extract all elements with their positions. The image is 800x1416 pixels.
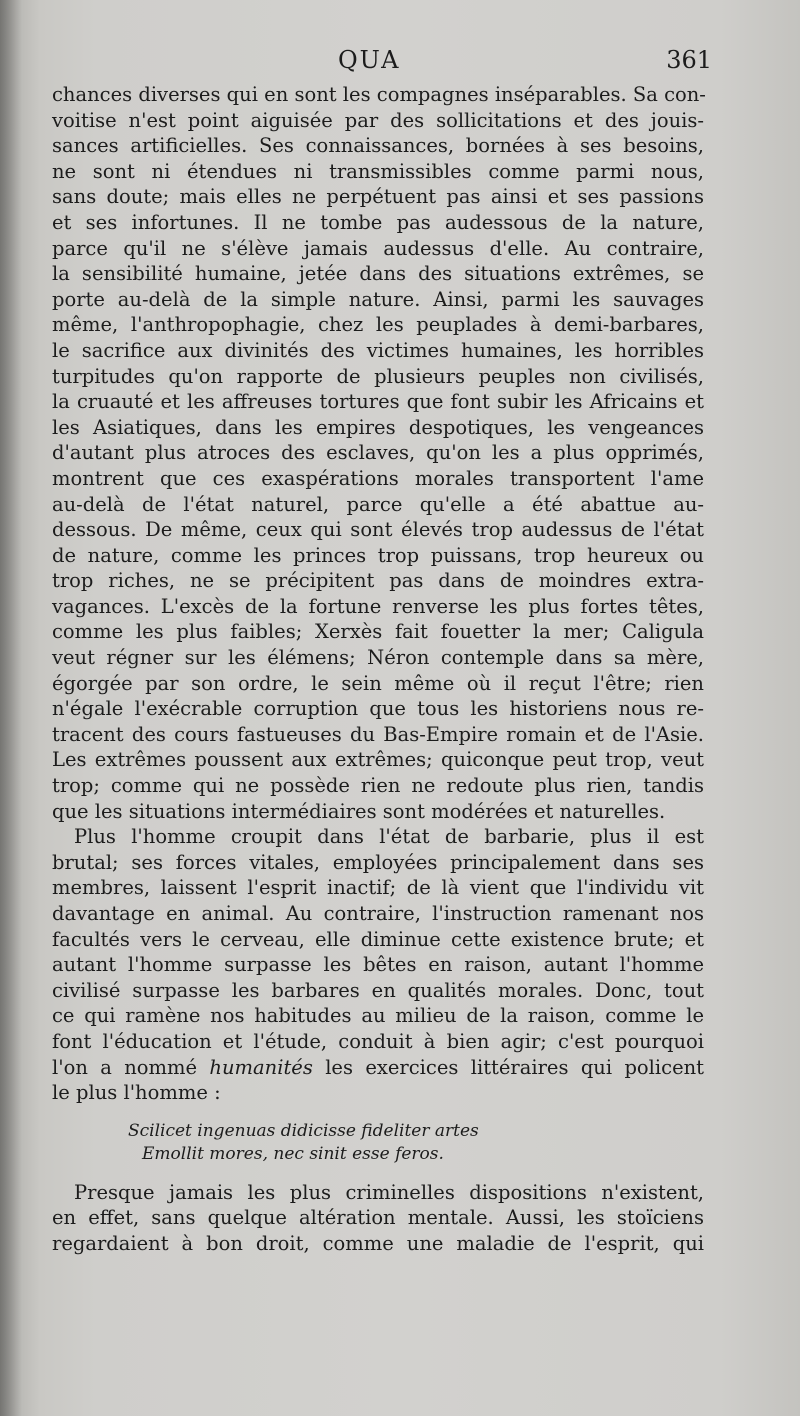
text-line: ce qui ramène nos habitudes au milieu de la raison, comme le	[52, 1004, 704, 1028]
text-line: trop; comme qui ne possède rien ne redoute plus rien, tandis	[52, 774, 704, 798]
verse-line: Emollit mores, nec sinit esse feros.	[142, 1143, 444, 1164]
text-line: égorgée par son ordre, le sein même où il reçut l'être; rien	[52, 671, 704, 695]
text-line: la sensibilité humaine, jetée dans des situations extrêmes, se	[52, 262, 704, 286]
text-line: voitise n'est point aiguisée par des sollicitations et des jouis-	[52, 108, 704, 132]
text-line: parce qu'il ne s'élève jamais audessus d'elle. Au contraire,	[52, 236, 704, 260]
text-line: facultés vers le cerveau, elle diminue cette existence brute; et	[52, 927, 704, 951]
text-line: d'autant plus atroces des esclaves, qu'on les a plus opprimés,	[52, 441, 704, 465]
verse-line: Scilicet ingenuas didicisse fideliter artes	[128, 1120, 479, 1141]
text-line: que les situations intermédiaires sont modérées et naturelles.	[52, 799, 666, 823]
text-line: le sacrifice aux divinités des victimes humaines, les horribles	[52, 338, 704, 362]
text-line: vagances. L'excès de la fortune renverse les plus fortes têtes,	[52, 594, 704, 618]
text-line: turpitudes qu'on rapporte de plusieurs peuples non civilisés,	[52, 364, 704, 388]
text-line: chances diverses qui en sont les compagnes inséparables. Sa con-	[52, 83, 706, 106]
text-line: civilisé surpasse les barbares en qualités morales. Donc, tout	[52, 978, 704, 1002]
text-line: veut régner sur les élémens; Néron contemple dans sa mère,	[52, 646, 704, 670]
text-line: sances artificielles. Ses connaissances, bornées à ses besoins,	[52, 134, 704, 158]
text-line: trop riches, ne se précipitent pas dans de moindres extra-	[52, 569, 704, 593]
latin-verse-quotation	[52, 1120, 704, 1166]
paragraph-3	[52, 1180, 704, 1257]
text-line: Les extrêmes poussent aux extrêmes; quiconque peut trop, veut	[52, 748, 704, 772]
italic-term: humanités	[209, 1055, 313, 1079]
page-gutter-shadow	[0, 0, 22, 1416]
text-line: l'on a nommé humanités les exercices littéraires qui policent	[52, 1055, 705, 1079]
paragraph-2	[52, 824, 704, 1106]
text-line: sans doute; mais elles ne perpétuent pas ainsi et ses passions	[52, 185, 704, 209]
text-line: porte au-delà de la simple nature. Ainsi, parmi les sauvages	[52, 287, 704, 311]
text-line: autant l'homme surpasse les bêtes en raison, autant l'homme	[52, 953, 704, 977]
paragraph-1	[52, 82, 704, 824]
running-title: QUA	[338, 46, 401, 74]
text-line: en effet, sans quelque altération mentale. Aussi, les stoïciens	[52, 1206, 704, 1230]
text-line: montrent que ces exaspérations morales transportent l'ame	[52, 466, 704, 490]
page-body	[52, 82, 704, 1257]
text-line: et ses infortunes. Il ne tombe pas audessous de la nature,	[52, 210, 704, 234]
text-line: les Asiatiques, dans les empires despotiques, les vengeances	[52, 415, 704, 439]
text-line: la cruauté et les affreuses tortures que font subir les Africains et	[52, 390, 704, 414]
text-line: ne sont ni étendues ni transmissibles comme parmi nous,	[52, 159, 704, 183]
text-line: le plus l'homme :	[52, 1081, 221, 1105]
text-line: au-delà de l'état naturel, parce qu'elle a été abattue au-	[52, 492, 704, 516]
text-line: Plus l'homme croupit dans l'état de barbarie, plus il est	[74, 825, 704, 849]
text-line: font l'éducation et l'étude, conduit à bien agir; c'est pourquoi	[52, 1029, 704, 1053]
text-line: regardaient à bon droit, comme une maladie de l'esprit, qui	[52, 1231, 704, 1255]
text-line: davantage en animal. Au contraire, l'instruction ramenant nos	[52, 902, 704, 925]
text-line: comme les plus faibles; Xerxès fait fouetter la mer; Caligula	[52, 620, 704, 644]
page-header	[52, 46, 712, 80]
text-line: tracent des cours fastueuses du Bas-Empire romain et de l'Asie.	[52, 722, 704, 746]
page-number: 361	[666, 46, 712, 74]
text-line: de nature, comme les princes trop puissans, trop heureux ou	[52, 543, 704, 567]
text-line: dessous. De même, ceux qui sont élevés trop audessus de l'état	[52, 518, 704, 542]
text-line: Presque jamais les plus criminelles dispositions n'existent,	[74, 1180, 704, 1204]
text-line: membres, laissent l'esprit inactif; de là vient que l'individu vit	[52, 876, 704, 900]
text-line: même, l'anthropophagie, chez les peuplades à demi-barbares,	[52, 313, 704, 337]
text-line: brutal; ses forces vitales, employées principalement dans ses	[52, 850, 704, 874]
text-line: n'égale l'exécrable corruption que tous les historiens nous re-	[52, 697, 704, 721]
